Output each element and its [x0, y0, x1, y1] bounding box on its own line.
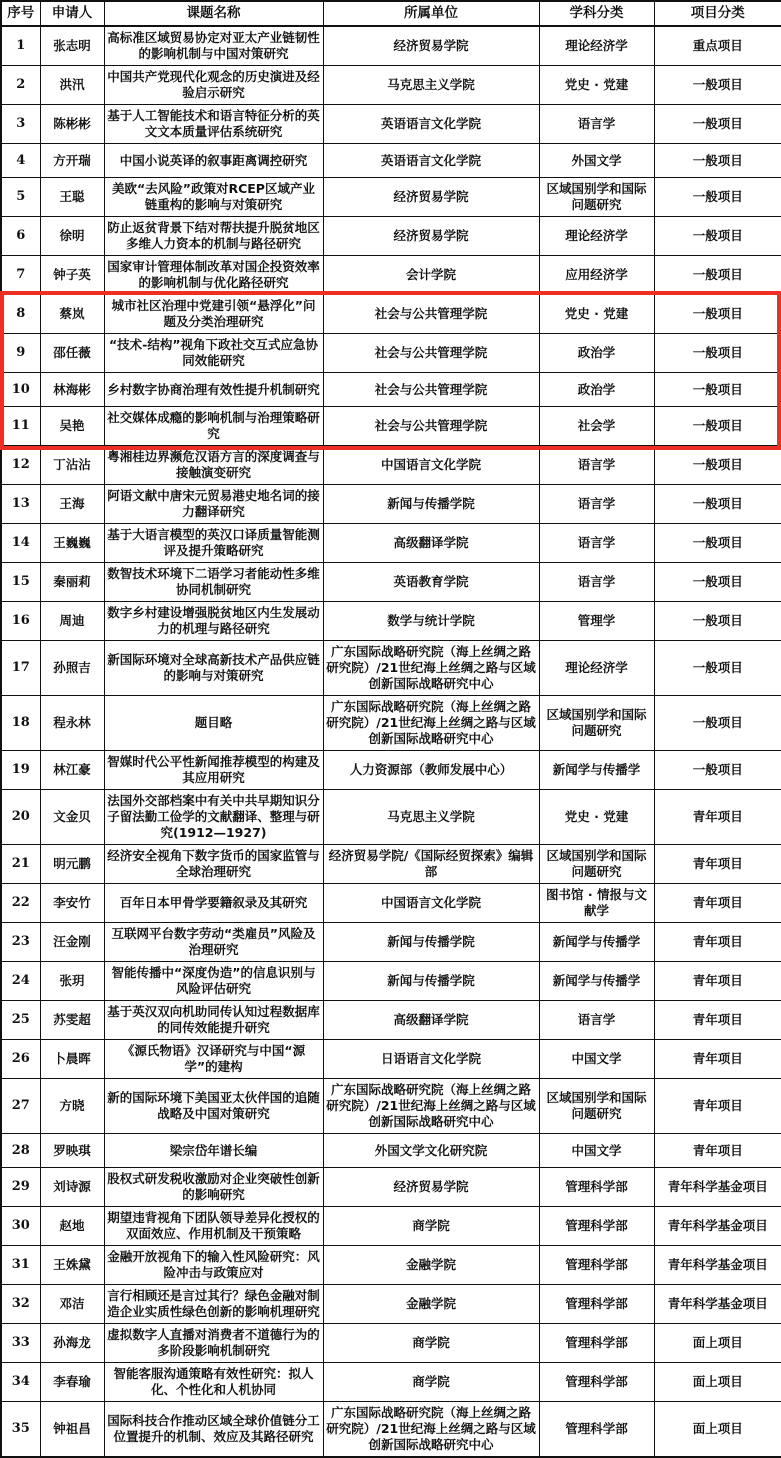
cell-unit: 数学与统计学院 [323, 602, 539, 641]
cell-discipline: 管理科学部 [539, 1402, 654, 1458]
cell-discipline: 应用经济学 [539, 256, 654, 295]
cell-unit: 广东国际战略研究院（海上丝绸之路研究院）/21世纪海上丝绸之路与区域创新国际战略研究中心 [323, 1402, 539, 1458]
cell-title: 数字乡村建设增强脱贫地区内生发展动力的机理与路径研究 [104, 602, 323, 641]
cell-index: 27 [1, 1079, 40, 1134]
cell-title: 股权式研发税收激励对企业突破性创新的影响研究 [104, 1168, 323, 1207]
cell-discipline: 党史 · 党建 [539, 790, 654, 845]
cell-unit: 经济贸易学院 [323, 178, 539, 217]
cell-index: 28 [1, 1134, 40, 1168]
cell-applicant: 孙海龙 [40, 1324, 104, 1363]
cell-unit: 人力资源部（教师发展中心） [323, 751, 539, 790]
cell-discipline: 政治学 [539, 373, 654, 407]
cell-discipline: 语言学 [539, 446, 654, 485]
cell-category: 一般项目 [654, 105, 781, 144]
cell-unit: 马克思主义学院 [323, 790, 539, 845]
cell-discipline: 语言学 [539, 105, 654, 144]
cell-unit: 社会与公共管理学院 [323, 373, 539, 407]
cell-index: 4 [1, 144, 40, 178]
cell-index: 20 [1, 790, 40, 845]
cell-applicant: 邓洁 [40, 1285, 104, 1324]
cell-title: 智能客服沟通策略有效性研究：拟人化、个性化和人机协同 [104, 1363, 323, 1402]
column-header: 学科分类 [539, 1, 654, 26]
table-row [1, 256, 781, 295]
cell-title: 数智技术环境下二语学习者能动性多维协同机制研究 [104, 563, 323, 602]
cell-discipline: 语言学 [539, 563, 654, 602]
cell-discipline: 管理科学部 [539, 1168, 654, 1207]
table-row [1, 1402, 781, 1458]
cell-discipline: 党史 · 党建 [539, 66, 654, 105]
cell-applicant: 罗映琪 [40, 1134, 104, 1168]
table-row [1, 602, 781, 641]
cell-title: 高标准区域贸易协定对亚太产业链韧性的影响机制与中国对策研究 [104, 26, 323, 66]
cell-category: 青年项目 [654, 923, 781, 962]
cell-applicant: 方开瑞 [40, 144, 104, 178]
cell-applicant: 明元鹏 [40, 845, 104, 884]
cell-unit: 中国语言文化学院 [323, 884, 539, 923]
cell-unit: 马克思主义学院 [323, 66, 539, 105]
cell-category: 一般项目 [654, 66, 781, 105]
cell-category: 一般项目 [654, 641, 781, 696]
cell-discipline: 新闻学与传播学 [539, 962, 654, 1001]
table-row [1, 923, 781, 962]
table-row [1, 790, 781, 845]
cell-index: 7 [1, 256, 40, 295]
cell-category: 一般项目 [654, 178, 781, 217]
cell-category: 青年项目 [654, 1001, 781, 1040]
table-row [1, 884, 781, 923]
table-row [1, 295, 781, 334]
column-header: 序号 [1, 1, 40, 26]
cell-category: 青年项目 [654, 962, 781, 1001]
cell-unit: 外国文学文化研究院 [323, 1134, 539, 1168]
cell-discipline: 区域国别学和国际问题研究 [539, 696, 654, 751]
cell-index: 17 [1, 641, 40, 696]
cell-unit: 商学院 [323, 1207, 539, 1246]
table-row [1, 1207, 781, 1246]
cell-discipline: 外国文学 [539, 144, 654, 178]
cell-unit: 日语语言文化学院 [323, 1040, 539, 1079]
cell-title: 互联网平台数字劳动“类雇员”风险及治理研究 [104, 923, 323, 962]
cell-applicant: 林海彬 [40, 373, 104, 407]
cell-applicant: 钟祖昌 [40, 1402, 104, 1458]
cell-index: 15 [1, 563, 40, 602]
table-body [1, 26, 781, 1457]
cell-applicant: 苏雯超 [40, 1001, 104, 1040]
cell-category: 青年科学基金项目 [654, 1168, 781, 1207]
cell-category: 青年科学基金项目 [654, 1207, 781, 1246]
cell-title: 期望违背视角下团队领导差异化授权的双面效应、作用机制及干预策略 [104, 1207, 323, 1246]
cell-index: 22 [1, 884, 40, 923]
cell-unit: 高级翻译学院 [323, 1001, 539, 1040]
cell-applicant: 程永林 [40, 696, 104, 751]
cell-category: 一般项目 [654, 295, 781, 334]
table-row [1, 217, 781, 256]
table-row [1, 1040, 781, 1079]
table-row [1, 696, 781, 751]
cell-category: 面上项目 [654, 1402, 781, 1458]
cell-category: 青年科学基金项目 [654, 1285, 781, 1324]
cell-index: 32 [1, 1285, 40, 1324]
cell-title: 中国共产党现代化观念的历史演进及经验启示研究 [104, 66, 323, 105]
cell-title: 金融开放视角下的输入性风险研究：风险冲击与政策应对 [104, 1246, 323, 1285]
cell-applicant: 林江豪 [40, 751, 104, 790]
cell-applicant: 张志明 [40, 26, 104, 66]
cell-unit: 广东国际战略研究院（海上丝绸之路研究院）/21世纪海上丝绸之路与区域创新国际战略研究中心 [323, 1079, 539, 1134]
cell-index: 19 [1, 751, 40, 790]
cell-unit: 经济贸易学院/《国际经贸探索》编辑部 [323, 845, 539, 884]
cell-applicant: 张玥 [40, 962, 104, 1001]
column-header: 申请人 [40, 1, 104, 26]
cell-category: 一般项目 [654, 144, 781, 178]
cell-category: 青年项目 [654, 1079, 781, 1134]
table-row [1, 144, 781, 178]
cell-unit: 金融学院 [323, 1285, 539, 1324]
table-row [1, 26, 781, 66]
cell-title: 题目略 [104, 696, 323, 751]
cell-title: 梁宗岱年谱长编 [104, 1134, 323, 1168]
cell-index: 29 [1, 1168, 40, 1207]
cell-discipline: 理论经济学 [539, 26, 654, 66]
cell-title: 《源氏物语》汉译研究与中国“源学”的建构 [104, 1040, 323, 1079]
cell-index: 34 [1, 1363, 40, 1402]
cell-unit: 中国语言文化学院 [323, 446, 539, 485]
table-row [1, 563, 781, 602]
cell-title: 社交媒体成瘾的影响机制与治理策略研究 [104, 407, 323, 446]
cell-index: 10 [1, 373, 40, 407]
cell-index: 23 [1, 923, 40, 962]
cell-title: 美欧“去风险”政策对RCEP区域产业链重构的影响与对策研究 [104, 178, 323, 217]
cell-unit: 社会与公共管理学院 [323, 295, 539, 334]
cell-discipline: 新闻学与传播学 [539, 923, 654, 962]
cell-applicant: 赵地 [40, 1207, 104, 1246]
cell-unit: 新闻与传播学院 [323, 962, 539, 1001]
cell-applicant: 李安竹 [40, 884, 104, 923]
header-row [1, 1, 781, 26]
column-header: 课题名称 [104, 1, 323, 26]
column-header: 所属单位 [323, 1, 539, 26]
cell-unit: 新闻与传播学院 [323, 923, 539, 962]
cell-applicant: 李春瑜 [40, 1363, 104, 1402]
cell-category: 一般项目 [654, 696, 781, 751]
table-row [1, 962, 781, 1001]
cell-applicant: 汪金刚 [40, 923, 104, 962]
table-row [1, 751, 781, 790]
table-row [1, 524, 781, 563]
cell-unit: 英语教育学院 [323, 563, 539, 602]
table-row [1, 1001, 781, 1040]
cell-unit: 广东国际战略研究院（海上丝绸之路研究院）/21世纪海上丝绸之路与区域创新国际战略研究中心 [323, 696, 539, 751]
cell-discipline: 社会学 [539, 407, 654, 446]
cell-index: 30 [1, 1207, 40, 1246]
cell-category: 一般项目 [654, 602, 781, 641]
table-row [1, 407, 781, 446]
table-row [1, 373, 781, 407]
cell-index: 11 [1, 407, 40, 446]
table-row [1, 845, 781, 884]
cell-discipline: 中国文学 [539, 1040, 654, 1079]
table-row [1, 1246, 781, 1285]
table-row [1, 1134, 781, 1168]
cell-applicant: 王姝黛 [40, 1246, 104, 1285]
cell-unit: 经济贸易学院 [323, 1168, 539, 1207]
cell-applicant: 孙照吉 [40, 641, 104, 696]
cell-discipline: 区域国别学和国际问题研究 [539, 1079, 654, 1134]
cell-unit: 商学院 [323, 1363, 539, 1402]
cell-category: 青年项目 [654, 1040, 781, 1079]
cell-applicant: 王巍巍 [40, 524, 104, 563]
cell-title: 法国外交部档案中有关中共早期知识分子留法勤工俭学的文献翻译、整理与研究(1912—1927) [104, 790, 323, 845]
cell-applicant: 周迪 [40, 602, 104, 641]
cell-discipline: 管理科学部 [539, 1246, 654, 1285]
cell-unit: 会计学院 [323, 256, 539, 295]
table-row [1, 485, 781, 524]
cell-category: 青年项目 [654, 845, 781, 884]
table-row [1, 1168, 781, 1207]
cell-title: 城市社区治理中党建引领“悬浮化”问题及分类治理研究 [104, 295, 323, 334]
cell-discipline: 管理学 [539, 602, 654, 641]
cell-title: “技术-结构”视角下政社交互式应急协同效能研究 [104, 334, 323, 373]
cell-title: 经济安全视角下数字货币的国家监管与全球治理研究 [104, 845, 323, 884]
cell-discipline: 管理科学部 [539, 1324, 654, 1363]
cell-discipline: 语言学 [539, 485, 654, 524]
table-row [1, 1363, 781, 1402]
cell-applicant: 洪汛 [40, 66, 104, 105]
cell-category: 青年项目 [654, 1134, 781, 1168]
cell-index: 6 [1, 217, 40, 256]
cell-discipline: 区域国别学和国际问题研究 [539, 845, 654, 884]
cell-category: 一般项目 [654, 407, 781, 446]
cell-applicant: 王海 [40, 485, 104, 524]
cell-applicant: 蔡岚 [40, 295, 104, 334]
cell-discipline: 党史 · 党建 [539, 295, 654, 334]
cell-unit: 社会与公共管理学院 [323, 334, 539, 373]
cell-category: 青年项目 [654, 790, 781, 845]
cell-category: 一般项目 [654, 751, 781, 790]
cell-unit: 英语语言文化学院 [323, 144, 539, 178]
cell-title: 基于人工智能技术和语言特征分析的英文文本质量评估系统研究 [104, 105, 323, 144]
column-header: 项目分类 [654, 1, 781, 26]
cell-discipline: 管理科学部 [539, 1207, 654, 1246]
cell-title: 新的国际环境下美国亚太伙伴国的追随战略及中国对策研究 [104, 1079, 323, 1134]
table-row [1, 1079, 781, 1134]
cell-category: 一般项目 [654, 446, 781, 485]
cell-discipline: 管理科学部 [539, 1285, 654, 1324]
cell-unit: 广东国际战略研究院（海上丝绸之路研究院）/21世纪海上丝绸之路与区域创新国际战略研究中心 [323, 641, 539, 696]
cell-title: 智媒时代公平性新闻推荐模型的构建及其应用研究 [104, 751, 323, 790]
cell-discipline: 新闻学与传播学 [539, 751, 654, 790]
cell-unit: 高级翻译学院 [323, 524, 539, 563]
cell-title: 中国小说英译的叙事距离调控研究 [104, 144, 323, 178]
cell-index: 14 [1, 524, 40, 563]
cell-applicant: 钟子英 [40, 256, 104, 295]
cell-applicant: 刘诗源 [40, 1168, 104, 1207]
cell-index: 21 [1, 845, 40, 884]
table-row [1, 105, 781, 144]
cell-index: 1 [1, 26, 40, 66]
table-row [1, 178, 781, 217]
cell-category: 一般项目 [654, 334, 781, 373]
cell-applicant: 邵任薇 [40, 334, 104, 373]
cell-category: 一般项目 [654, 217, 781, 256]
cell-unit: 商学院 [323, 1324, 539, 1363]
cell-index: 24 [1, 962, 40, 1001]
cell-unit: 新闻与传播学院 [323, 485, 539, 524]
cell-discipline: 图书馆 · 情报与文献学 [539, 884, 654, 923]
cell-discipline: 语言学 [539, 524, 654, 563]
cell-category: 一般项目 [654, 485, 781, 524]
table-row [1, 334, 781, 373]
cell-discipline: 区域国别学和国际问题研究 [539, 178, 654, 217]
cell-category: 重点项目 [654, 26, 781, 66]
cell-applicant: 徐明 [40, 217, 104, 256]
cell-discipline: 中国文学 [539, 1134, 654, 1168]
cell-index: 26 [1, 1040, 40, 1079]
cell-index: 31 [1, 1246, 40, 1285]
cell-applicant: 秦丽莉 [40, 563, 104, 602]
cell-unit: 社会与公共管理学院 [323, 407, 539, 446]
cell-index: 9 [1, 334, 40, 373]
cell-title: 基于英汉双向机助同传认知过程数据库的同传效能提升研究 [104, 1001, 323, 1040]
cell-index: 2 [1, 66, 40, 105]
cell-discipline: 理论经济学 [539, 641, 654, 696]
cell-category: 面上项目 [654, 1363, 781, 1402]
table-row [1, 66, 781, 105]
table-row [1, 1285, 781, 1324]
cell-category: 一般项目 [654, 524, 781, 563]
cell-title: 百年日本甲骨学要籍叙录及其研究 [104, 884, 323, 923]
cell-title: 乡村数字协商治理有效性提升机制研究 [104, 373, 323, 407]
cell-title: 阿语文献中唐宋元贸易港史地名词的接力翻译研究 [104, 485, 323, 524]
cell-category: 一般项目 [654, 373, 781, 407]
cell-index: 5 [1, 178, 40, 217]
cell-index: 18 [1, 696, 40, 751]
cell-title: 粤湘桂边界濒危汉语方言的深度调查与接触演变研究 [104, 446, 323, 485]
cell-discipline: 语言学 [539, 1001, 654, 1040]
cell-category: 青年科学基金项目 [654, 1246, 781, 1285]
cell-discipline: 理论经济学 [539, 217, 654, 256]
cell-index: 13 [1, 485, 40, 524]
cell-category: 一般项目 [654, 563, 781, 602]
cell-category: 青年项目 [654, 884, 781, 923]
cell-title: 智能传播中“深度伪造”的信息识别与风险评估研究 [104, 962, 323, 1001]
cell-index: 33 [1, 1324, 40, 1363]
cell-title: 国际科技合作推动区域全球价值链分工位置提升的机制、效应及其路径研究 [104, 1402, 323, 1458]
cell-unit: 金融学院 [323, 1246, 539, 1285]
cell-applicant: 方晓 [40, 1079, 104, 1134]
cell-title: 虚拟数字人直播对消费者不道德行为的多阶段影响机制研究 [104, 1324, 323, 1363]
cell-index: 35 [1, 1402, 40, 1458]
cell-unit: 经济贸易学院 [323, 26, 539, 66]
cell-category: 面上项目 [654, 1324, 781, 1363]
table-row [1, 446, 781, 485]
cell-index: 8 [1, 295, 40, 334]
cell-applicant: 吴艳 [40, 407, 104, 446]
cell-applicant: 丁沾沾 [40, 446, 104, 485]
cell-unit: 经济贸易学院 [323, 217, 539, 256]
cell-applicant: 文金贝 [40, 790, 104, 845]
cell-discipline: 管理科学部 [539, 1363, 654, 1402]
table-row [1, 1324, 781, 1363]
cell-category: 一般项目 [654, 256, 781, 295]
cell-title: 防止返贫背景下结对帮扶提升脱贫地区多维人力资本的机制与路径研究 [104, 217, 323, 256]
cell-index: 16 [1, 602, 40, 641]
cell-applicant: 陈彬彬 [40, 105, 104, 144]
cell-unit: 英语语言文化学院 [323, 105, 539, 144]
cell-index: 12 [1, 446, 40, 485]
cell-title: 国家审计管理体制改革对国企投资效率的影响机制与优化路径研究 [104, 256, 323, 295]
cell-applicant: 卜晨晖 [40, 1040, 104, 1079]
cell-title: 言行相顾还是言过其行？绿色金融对制造企业实质性绿色创新的影响机理研究 [104, 1285, 323, 1324]
cell-index: 25 [1, 1001, 40, 1040]
cell-title: 基于大语言模型的英汉口译质量智能测评及提升策略研究 [104, 524, 323, 563]
cell-index: 3 [1, 105, 40, 144]
cell-title: 新国际环境对全球高新技术产品供应链的影响与对策研究 [104, 641, 323, 696]
cell-discipline: 政治学 [539, 334, 654, 373]
cell-applicant: 王聪 [40, 178, 104, 217]
table-row [1, 641, 781, 696]
